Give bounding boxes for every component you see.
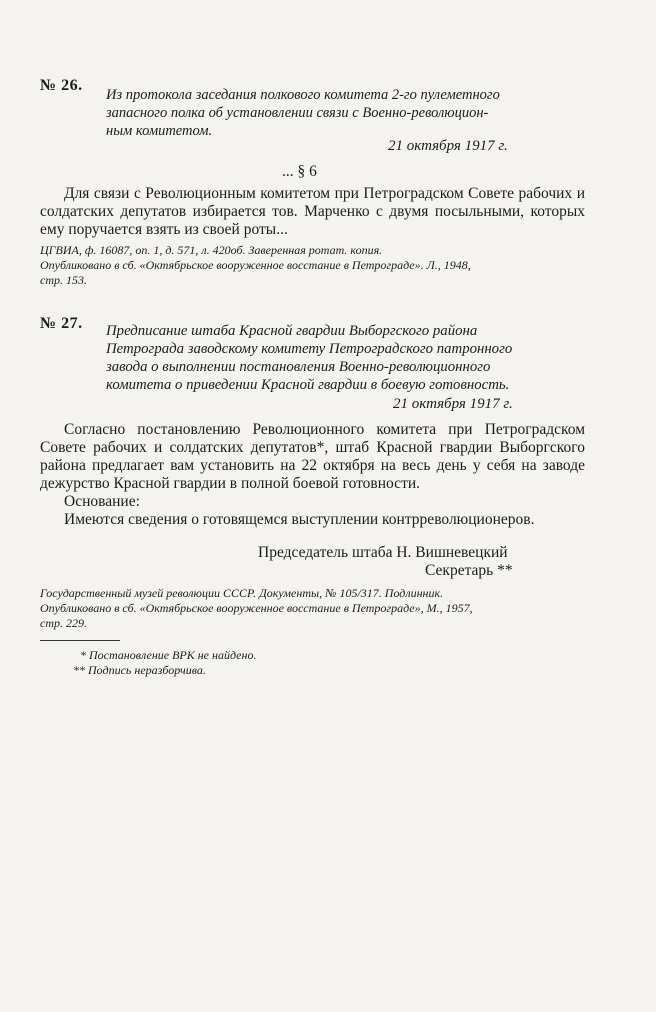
footnote-1: * Постановление ВРК не найдено. xyxy=(80,648,257,662)
doc26-caption xyxy=(106,86,586,140)
doc26-source xyxy=(40,243,585,288)
doc27-paragraph: Имеются сведения о готовящемся выступлении контрреволюционеров. xyxy=(64,511,535,528)
doc27-body xyxy=(40,421,585,529)
doc27-date: 21 октября 1917 г. xyxy=(393,396,513,412)
doc27-source-line: стр. 229. xyxy=(40,616,87,630)
doc27-source-line: Опубликовано в сб. «Октябрьское вооруженное восстание в Петрограде», М., 1957, xyxy=(40,601,473,615)
doc27-caption-line: завода о выполнении постановления Военно-революционного xyxy=(106,359,491,375)
doc27-caption-line: Петрограда заводскому комитету Петроградского патронного xyxy=(106,341,513,357)
doc27-signature-secretary: Секретарь ** xyxy=(425,562,513,579)
doc27-caption xyxy=(106,322,591,394)
doc26-caption-line: Из протокола заседания полкового комитета 2-го пулеметного xyxy=(106,87,500,103)
doc27-number: № 27. xyxy=(40,315,83,332)
doc26-source-line: стр. 153. xyxy=(40,273,87,287)
doc26-source-line: ЦГВИА, ф. 16087, оп. 1, д. 571, л. 420об. Заверенная ротат. копия. xyxy=(40,243,383,257)
doc26-caption-line: запасного полка об установлении связи с Военно-революцион- xyxy=(106,105,489,121)
doc26-number: № 26. xyxy=(40,77,83,94)
doc27-paragraph: Согласно постановлению Революционного комитета при Петроградском Совете рабочих и солдатских депутатов*, штаб Красной гвардии Выборгского района предлагает вам установить на 22 октября на весь день у себя на заводе дежурство Красной гвардии в полной боевой готовности. xyxy=(40,421,585,492)
doc26-caption-line: ным комитетом. xyxy=(106,123,213,139)
doc27-paragraph: Основание: xyxy=(64,493,140,510)
footnote-divider xyxy=(40,640,120,641)
doc27-source xyxy=(40,586,585,631)
doc27-signature-chairman: Председатель штаба Н. Вишневецкий xyxy=(258,544,508,561)
doc26-body xyxy=(40,185,585,239)
doc27-caption-line: комитета о приведении Красной гвардии в боевую готовность. xyxy=(106,377,510,393)
footnote-2: ** Подпись неразборчива. xyxy=(73,663,206,677)
doc27-caption-line: Предписание штаба Красной гвардии Выборгского района xyxy=(106,323,478,339)
doc26-source-line: Опубликовано в сб. «Октябрьское вооруженное восстание в Петрограде». Л., 1948, xyxy=(40,258,471,272)
doc27-source-line: Государственный музей революции СССР. Документы, № 105/317. Подлинник. xyxy=(40,586,444,600)
doc26-date: 21 октября 1917 г. xyxy=(388,138,508,154)
doc26-paragraph: Для связи с Революционным комитетом при Петроградском Совете рабочих и солдатских депутатов избирается тов. Марченко с двумя посыльными, которых ему поручается взять из своей роты... xyxy=(40,185,585,238)
doc26-section: ... § 6 xyxy=(282,163,317,180)
